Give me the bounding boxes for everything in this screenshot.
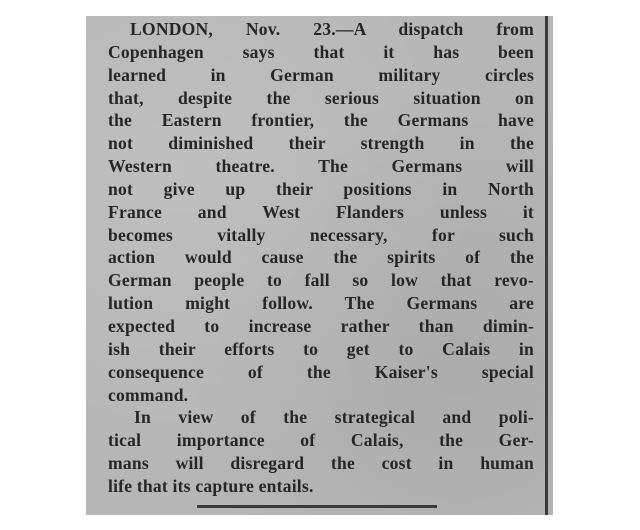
article-line: Copenhagen says that it has been [108, 41, 534, 62]
article-line: tical importance of Calais, the Ger- [108, 430, 534, 451]
article-line: not give up their positions in North [108, 178, 534, 199]
article-line: action would cause the spirits of the [108, 247, 534, 268]
column-rule [545, 16, 548, 515]
article-line: command. [108, 384, 189, 405]
article-line: ish their efforts to get to Calais in [108, 338, 534, 359]
article-line: lution might follow. The Germans are [108, 293, 534, 314]
article-line: becomes vitally necessary, for such [108, 224, 534, 245]
article-line: the Eastern frontier, the Germans have [108, 110, 534, 131]
article-line: that, despite the serious situation on [108, 87, 534, 108]
article-line: consequence of the Kaiser's special [108, 361, 534, 382]
article-line: In view of the strategical and poli- [134, 407, 534, 428]
article-line: mans will disregard the cost in human [108, 453, 534, 474]
bottom-rule [197, 505, 437, 508]
article-text [108, 18, 534, 498]
article-line: Western theatre. The Germans will [108, 156, 534, 177]
article-line: not diminished their strength in the [108, 133, 534, 154]
article-line: German people to fall so low that revo- [108, 270, 534, 291]
article-line: life that its capture entails. [108, 475, 314, 496]
article-line: learned in German military circles [108, 64, 534, 85]
article-line: LONDON, Nov. 23.—A dispatch from [130, 19, 534, 39]
article-line: France and West Flanders unless it [108, 201, 534, 222]
article-line: expected to increase rather than dimin- [108, 315, 534, 336]
